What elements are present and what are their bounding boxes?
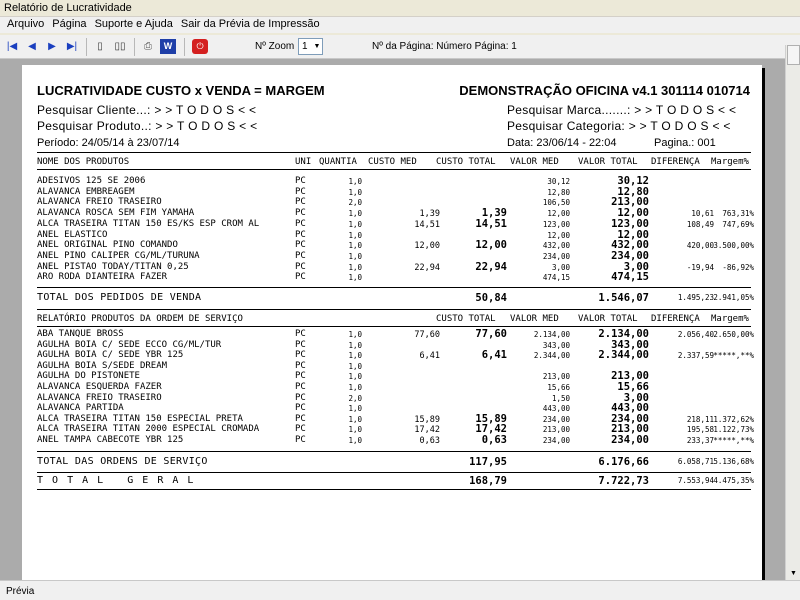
cell-margem: 763,31% bbox=[722, 209, 754, 219]
col-margem: Margem% bbox=[711, 157, 749, 167]
total-geral-valor: 7.722,73 bbox=[598, 475, 649, 487]
cell-valor-med: 234,00 bbox=[542, 251, 570, 261]
cell-custo-total: 6,41 bbox=[481, 349, 507, 362]
vertical-scrollbar[interactable] bbox=[785, 45, 800, 580]
filter-cliente: Pesquisar Cliente...: > > T O D O S < < bbox=[37, 103, 257, 117]
cell-valor-total: 343,00 bbox=[611, 338, 649, 351]
col-custo-med: CUSTO MED bbox=[368, 157, 417, 167]
cell-custo-total: 12,00 bbox=[475, 239, 507, 252]
total-geral-diferenca: 7.553,94 bbox=[677, 476, 714, 485]
cell-custo-med: 6,41 bbox=[419, 351, 440, 362]
total-geral-label: T O T A L G E R A L bbox=[37, 475, 195, 486]
cell-diferenca: 195,58 bbox=[686, 425, 714, 435]
cell-produto: ARO RODA DIANTEIRA FAZER bbox=[37, 272, 168, 283]
cell-margem: 747,69% bbox=[722, 219, 754, 229]
total-pedidos-label: TOTAL DOS PEDIDOS DE VENDA bbox=[37, 292, 202, 303]
cell-diferenca: 233,37 bbox=[686, 436, 714, 445]
cell-valor-total: 12,00 bbox=[617, 207, 649, 220]
cell-valor-med: 12,00 bbox=[547, 230, 570, 240]
word-export-icon[interactable]: W bbox=[160, 39, 176, 54]
cell-produto: ANEL ORIGINAL PINO COMANDO bbox=[37, 240, 178, 251]
cell-produto: ANEL ELASTICO bbox=[37, 229, 108, 240]
cell-uni: PC bbox=[295, 176, 306, 186]
total-geral-custo: 168,79 bbox=[469, 475, 507, 487]
filter-marca: Pesquisar Marca.......: > > T O D O S < < bbox=[507, 103, 737, 117]
cell-custo-med: 0,63 bbox=[419, 436, 440, 446]
col-valor-total: VALOR TOTAL bbox=[578, 157, 638, 167]
cell-quantia: 1,0 bbox=[348, 372, 362, 382]
cell-valor-med: 1,50 bbox=[551, 393, 570, 403]
filter-produto: Pesquisar Produto..: > > T O D O S < < bbox=[37, 119, 258, 133]
cell-diferenca: 2.337,59 bbox=[677, 351, 714, 361]
cell-valor-total: 12,80 bbox=[617, 185, 649, 198]
divider bbox=[37, 489, 751, 490]
cell-uni: PC bbox=[295, 329, 306, 339]
cell-valor-med: 12,00 bbox=[547, 209, 570, 219]
cell-valor-total: 432,00 bbox=[611, 239, 649, 252]
preview-area[interactable] bbox=[0, 59, 785, 580]
periodo: Período: 24/05/14 à 23/07/14 bbox=[37, 137, 180, 149]
cell-custo-total: 77,60 bbox=[475, 328, 507, 340]
col-quantia: QUANTIA bbox=[319, 157, 357, 167]
cell-custo-total: 1,39 bbox=[481, 207, 507, 220]
cell-valor-med: 432,00 bbox=[542, 241, 570, 251]
zoom-value: 1 bbox=[302, 41, 308, 52]
total-pedidos-custo: 50,84 bbox=[475, 292, 507, 304]
status-bar: Prévia bbox=[0, 580, 800, 600]
cell-quantia: 1,0 bbox=[348, 273, 362, 283]
total-os-valor: 6.176,66 bbox=[598, 456, 649, 468]
col-valor-med-2: VALOR MED bbox=[510, 314, 559, 324]
cell-uni: PC bbox=[295, 218, 306, 229]
cell-produto: ANEL PINO CALIPER CG/ML/TURUNA bbox=[37, 250, 200, 261]
cell-uni: PC bbox=[295, 382, 306, 392]
section2-header: RELATÓRIO PRODUTOS DA ORDEM DE SERVIÇO bbox=[37, 314, 243, 324]
cell-uni: PC bbox=[295, 403, 306, 414]
cell-margem: 2.650,00% bbox=[713, 330, 754, 339]
toolbar-separator bbox=[134, 38, 135, 56]
cell-uni: PC bbox=[295, 229, 306, 240]
col-nome: NOME DOS PRODUTOS bbox=[37, 157, 130, 167]
cell-quantia: 1,0 bbox=[348, 404, 362, 414]
cell-uni: PC bbox=[295, 413, 306, 424]
menu-sair-previa[interactable]: Sair da Prévia de Impressão bbox=[180, 18, 320, 30]
cell-custo-med: 22,94 bbox=[414, 262, 440, 273]
cell-custo-med: 77,60 bbox=[414, 330, 440, 340]
total-pedidos-margem: 2.941,05% bbox=[713, 293, 754, 302]
cell-uni: PC bbox=[295, 360, 306, 371]
cell-uni: PC bbox=[295, 186, 306, 197]
report-page bbox=[22, 65, 762, 580]
cell-uni: PC bbox=[295, 208, 306, 219]
cell-quantia: 1,0 bbox=[348, 383, 362, 392]
cell-valor-total: 30,12 bbox=[617, 175, 649, 187]
print-icon[interactable]: ⎙ bbox=[144, 41, 152, 52]
cell-valor-med: 2.134,00 bbox=[533, 330, 570, 339]
cell-produto: ALAVANCA FREIO TRASEIRO bbox=[37, 197, 162, 208]
toolbar bbox=[0, 35, 800, 59]
divider bbox=[37, 472, 751, 473]
col-custo-total-2: CUSTO TOTAL bbox=[436, 314, 496, 324]
cell-valor-med: 106,50 bbox=[542, 198, 570, 208]
cell-quantia: 1,0 bbox=[348, 351, 362, 361]
cell-quantia: 1,0 bbox=[348, 251, 362, 261]
total-pedidos-valor: 1.546,07 bbox=[598, 292, 649, 304]
cell-quantia: 1,0 bbox=[348, 436, 362, 445]
toolbar-separator bbox=[184, 38, 185, 56]
cell-custo-total: 0,63 bbox=[481, 434, 507, 446]
cell-valor-med: 213,00 bbox=[542, 372, 570, 382]
menu-suporte[interactable]: Suporte e Ajuda bbox=[94, 18, 173, 30]
cell-valor-total: 12,00 bbox=[617, 228, 649, 241]
col-valor-med: VALOR MED bbox=[510, 157, 559, 167]
cell-valor-med: 12,80 bbox=[547, 187, 570, 197]
cell-valor-total: 234,00 bbox=[611, 249, 649, 262]
report-title: LUCRATIVIDADE CUSTO x VENDA = MARGEM bbox=[37, 83, 325, 98]
cell-produto: ALCA TRASEIRA TITAN 2000 ESPECIAL CROMADA bbox=[37, 424, 260, 435]
col-custo-total: CUSTO TOTAL bbox=[436, 157, 496, 167]
next-page-icon[interactable]: ▶ bbox=[48, 41, 56, 52]
cell-valor-total: 213,00 bbox=[611, 423, 649, 436]
cell-valor-med: 234,00 bbox=[542, 436, 570, 445]
cell-produto: ALCA TRASEIRA TITAN 150 ESPECIAL PRETA bbox=[37, 413, 243, 424]
cell-uni: PC bbox=[295, 240, 306, 251]
cell-produto: AGULHA BOIA C/ SEDE ECCO CG/ML/TUR bbox=[37, 339, 222, 350]
cell-uni: PC bbox=[295, 261, 306, 272]
cell-quantia: 2,0 bbox=[348, 198, 362, 208]
cell-uni: PC bbox=[295, 272, 306, 283]
previous-page-icon[interactable]: ◀ bbox=[28, 41, 36, 52]
cell-produto: AGULHA BOIA S/SEDE DREAM bbox=[37, 360, 168, 371]
cell-custo-med: 15,89 bbox=[414, 414, 440, 425]
cell-produto: AGULHA DO PISTONETE bbox=[37, 371, 140, 382]
menu-pagina[interactable]: Página bbox=[52, 18, 87, 30]
cell-uni: PC bbox=[295, 371, 306, 382]
cell-quantia: 1,0 bbox=[348, 425, 362, 435]
cell-produto: ADESIVOS 125 SE 2006 bbox=[37, 176, 146, 186]
divider bbox=[37, 152, 751, 153]
col-margem-2: Margem% bbox=[711, 314, 749, 324]
chevron-down-icon: ▼ bbox=[313, 43, 321, 50]
cell-uni: PC bbox=[295, 392, 306, 403]
cell-margem: 1.122,73% bbox=[713, 425, 754, 435]
cell-quantia: 1,0 bbox=[348, 230, 362, 240]
cell-quantia: 1,0 bbox=[348, 361, 362, 371]
cell-margem: *****,**% bbox=[713, 436, 754, 445]
total-os-margem: 5.136,68% bbox=[713, 457, 754, 466]
window-title: Relatório de Lucratividade bbox=[0, 0, 800, 17]
cell-diferenca: 420,00 bbox=[686, 241, 714, 251]
col-valor-total-2: VALOR TOTAL bbox=[578, 314, 638, 324]
menu-bar bbox=[0, 17, 800, 33]
col-uni: UNI bbox=[295, 157, 312, 167]
cell-custo-total: 17,42 bbox=[475, 423, 507, 436]
cell-valor-med: 123,00 bbox=[542, 219, 570, 229]
cell-margem: -86,92% bbox=[722, 262, 754, 272]
divider bbox=[37, 451, 751, 452]
cell-valor-med: 443,00 bbox=[542, 404, 570, 414]
cell-custo-total: 14,51 bbox=[475, 217, 507, 230]
cell-uni: PC bbox=[295, 435, 306, 445]
cell-produto: ABA TANQUE BROSS bbox=[37, 329, 124, 339]
cell-valor-med: 30,12 bbox=[547, 177, 570, 186]
cell-custo-med: 1,39 bbox=[419, 209, 440, 220]
cell-margem: *****,**% bbox=[713, 351, 754, 361]
cell-valor-total: 234,00 bbox=[611, 434, 649, 446]
cell-produto: ALCA TRASEIRA TITAN 150 ES/KS ESP CROM AL bbox=[37, 218, 260, 229]
zoom-select[interactable] bbox=[298, 38, 323, 55]
total-geral-margem: 4.475,35% bbox=[713, 476, 754, 485]
cell-produto: ANEL PISTAO TODAY/TITAN 0,25 bbox=[37, 261, 189, 272]
cell-quantia: 1,0 bbox=[348, 187, 362, 197]
cell-valor-total: 474,15 bbox=[611, 271, 649, 284]
filter-categoria: Pesquisar Categoria: > > T O D O S < < bbox=[507, 119, 731, 133]
cell-valor-total: 15,66 bbox=[617, 381, 649, 393]
cell-diferenca: 10,61 bbox=[691, 209, 714, 219]
cell-valor-total: 234,00 bbox=[611, 412, 649, 425]
cell-uni: PC bbox=[295, 350, 306, 361]
cell-custo-total: 22,94 bbox=[475, 260, 507, 273]
first-page-icon[interactable]: |◀ bbox=[6, 41, 18, 52]
toolbar-separator bbox=[86, 38, 87, 56]
cell-quantia: 1,0 bbox=[348, 177, 362, 186]
cell-valor-total: 2.134,00 bbox=[598, 328, 649, 340]
cell-valor-total: 123,00 bbox=[611, 217, 649, 230]
cell-custo-med: 17,42 bbox=[414, 425, 440, 436]
cell-produto: ALAVANCA EMBREAGEM bbox=[37, 186, 135, 197]
close-preview-icon[interactable]: ⏻ bbox=[192, 39, 208, 54]
col-diferenca-2: DIFERENÇA bbox=[651, 314, 700, 324]
cell-uni: PC bbox=[295, 250, 306, 261]
zoom-label: Nº Zoom bbox=[255, 41, 295, 52]
cell-diferenca: 218,11 bbox=[686, 414, 714, 424]
cell-produto: ALAVANCA FREIO TRASEIRO bbox=[37, 392, 162, 403]
cell-valor-total: 2.344,00 bbox=[598, 349, 649, 362]
cell-margem: 1.372,62% bbox=[713, 414, 754, 424]
cell-uni: PC bbox=[295, 424, 306, 435]
cell-produto: AGULHA BOIA C/ SEDE YBR 125 bbox=[37, 350, 184, 361]
cell-valor-total: 443,00 bbox=[611, 402, 649, 415]
col-diferenca: DIFERENÇA bbox=[651, 157, 700, 167]
cell-quantia: 2,0 bbox=[348, 393, 362, 403]
cell-valor-total: 213,00 bbox=[611, 370, 649, 383]
cell-produto: ANEL TAMPA CABECOTE YBR 125 bbox=[37, 435, 184, 445]
total-os-label: TOTAL DAS ORDENS DE SERVIÇO bbox=[37, 456, 208, 467]
cell-diferenca: 2.056,40 bbox=[677, 330, 714, 339]
cell-valor-total: 213,00 bbox=[611, 196, 649, 209]
report-version: DEMONSTRAÇÃO OFICINA v4.1 301114 010714 bbox=[459, 83, 750, 98]
cell-valor-med: 3,00 bbox=[551, 262, 570, 272]
cell-custo-med: 14,51 bbox=[414, 219, 440, 230]
cell-quantia: 1,0 bbox=[348, 241, 362, 251]
total-os-diferenca: 6.058,71 bbox=[677, 457, 714, 466]
scroll-down-icon[interactable]: ▼ bbox=[790, 570, 797, 577]
cell-diferenca: 108,49 bbox=[686, 219, 714, 229]
cell-quantia: 1,0 bbox=[348, 340, 362, 350]
cell-quantia: 1,0 bbox=[348, 330, 362, 339]
cell-custo-total: 15,89 bbox=[475, 412, 507, 425]
cell-valor-med: 234,00 bbox=[542, 414, 570, 424]
cell-valor-total: 3,00 bbox=[623, 391, 649, 404]
cell-valor-med: 474,15 bbox=[542, 273, 570, 283]
two-pages-icon[interactable]: ▯▯ bbox=[114, 41, 126, 52]
cell-custo-med: 12,00 bbox=[414, 241, 440, 252]
cell-produto: ALAVANCA ROSCA SEM FIM YAMAHA bbox=[37, 208, 195, 219]
last-page-icon[interactable]: ▶| bbox=[66, 41, 78, 52]
total-pedidos-diferenca: 1.495,23 bbox=[677, 293, 714, 302]
cell-valor-total: 3,00 bbox=[623, 260, 649, 273]
total-os-custo: 117,95 bbox=[469, 456, 507, 468]
divider bbox=[37, 169, 751, 170]
cell-valor-med: 2.344,00 bbox=[533, 351, 570, 361]
menu-arquivo[interactable]: Arquivo bbox=[7, 18, 45, 30]
cell-valor-med: 343,00 bbox=[542, 340, 570, 350]
cell-produto: ALAVANCA ESQUERDA FAZER bbox=[37, 382, 162, 392]
cell-produto: ALAVANCA PARTIDA bbox=[37, 403, 124, 414]
cell-quantia: 1,0 bbox=[348, 414, 362, 424]
cell-uni: PC bbox=[295, 197, 306, 208]
single-page-icon[interactable]: ▯ bbox=[97, 41, 103, 52]
cell-quantia: 1,0 bbox=[348, 209, 362, 219]
cell-valor-med: 213,00 bbox=[542, 425, 570, 435]
scrollbar-thumb[interactable] bbox=[787, 45, 800, 65]
cell-quantia: 1,0 bbox=[348, 262, 362, 272]
pagina-numero: Pagina.: 001 bbox=[654, 137, 716, 149]
data-emissao: Data: 23/06/14 - 22:04 bbox=[507, 137, 617, 149]
cell-valor-med: 15,66 bbox=[547, 383, 570, 392]
divider bbox=[37, 326, 751, 327]
divider bbox=[37, 309, 751, 310]
divider bbox=[37, 287, 751, 288]
cell-uni: PC bbox=[295, 339, 306, 350]
cell-quantia: 1,0 bbox=[348, 219, 362, 229]
cell-diferenca: -19,94 bbox=[686, 262, 714, 272]
cell-margem: 3.500,00% bbox=[713, 241, 754, 251]
page-info: Nº da Página: Número Página: 1 bbox=[372, 41, 517, 52]
